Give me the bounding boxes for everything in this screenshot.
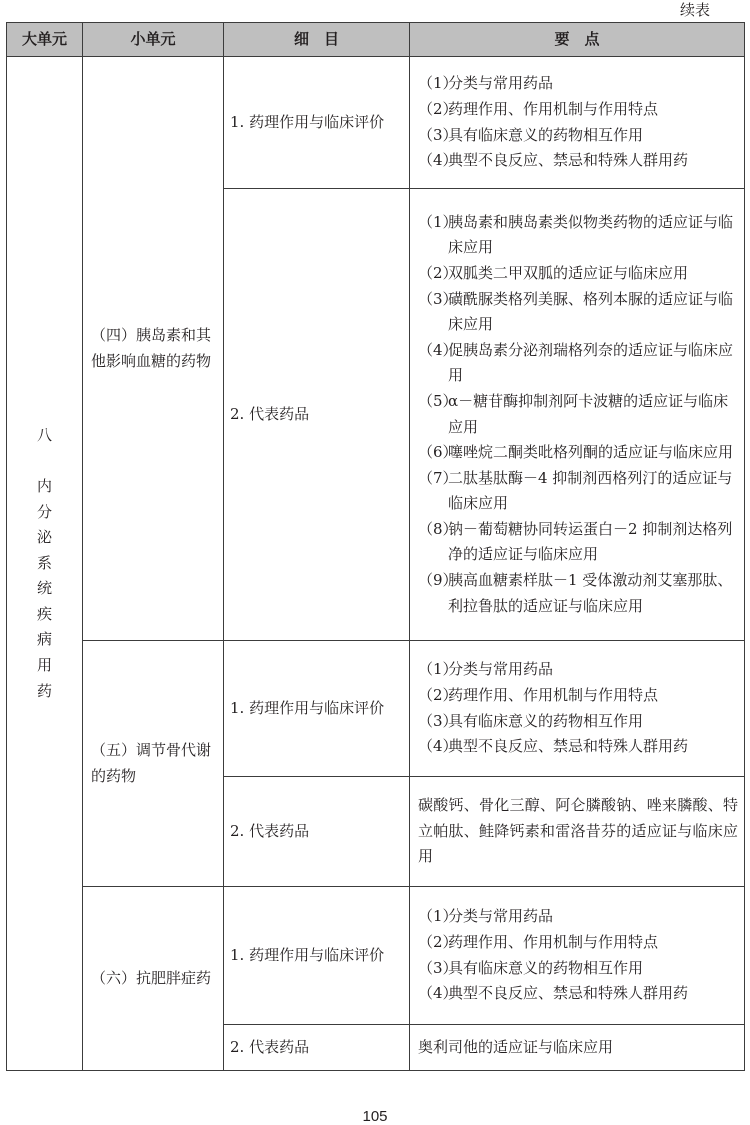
detail-cell: 2. 代表药品 xyxy=(224,189,410,641)
point-item: （1） 胰岛素和胰岛素类似物类药物的适应证与临床应用 xyxy=(418,212,734,257)
point-item: （8） 钠－葡萄糖协同转运蛋白－2 抑制剂达格列净的适应证与临床应用 xyxy=(418,519,733,564)
point-item: （6） 噻唑烷二酮类吡格列酮的适应证与临床应用 xyxy=(418,443,734,462)
point-item: （1） 分类与常用药品 xyxy=(418,660,554,679)
syllabus-table xyxy=(6,22,745,1071)
point-item: （4） 典型不良反应、禁忌和特殊人群用药 xyxy=(418,737,689,756)
big-unit-number: 八 xyxy=(36,425,52,444)
key-points-cell xyxy=(410,57,745,189)
detail-cell: 2. 代表药品 xyxy=(224,777,410,887)
point-item: （2） 药理作用、作用机制与作用特点 xyxy=(418,685,659,704)
sub-unit-cell: （六）抗肥胖症药 xyxy=(83,887,224,1071)
detail-cell: 1. 药理作用与临床评价 xyxy=(224,57,410,189)
key-points-cell xyxy=(410,887,745,1025)
point-item: （5） α－糖苷酶抑制剂阿卡波糖的适应证与临床应用 xyxy=(418,391,729,436)
table-row xyxy=(7,641,745,777)
header-big-unit: 大单元 xyxy=(7,23,83,57)
sub-unit-cell: （五）调节骨代谢的药物 xyxy=(83,641,224,887)
header-row xyxy=(7,23,745,57)
detail-cell: 1. 药理作用与临床评价 xyxy=(224,887,410,1025)
point-item: （1） 分类与常用药品 xyxy=(418,907,554,926)
key-points-cell xyxy=(410,641,745,777)
table-row xyxy=(7,887,745,1025)
point-item: （1） 分类与常用药品 xyxy=(418,74,554,93)
point-item: （4） 典型不良反应、禁忌和特殊人群用药 xyxy=(418,151,689,170)
point-item: （3） 具有临床意义的药物相互作用 xyxy=(418,958,644,977)
point-item: （7） 二肽基肽酶－4 抑制剂西格列汀的适应证与临床应用 xyxy=(418,468,733,513)
point-item: （3） 具有临床意义的药物相互作用 xyxy=(418,125,644,144)
key-points-cell xyxy=(410,189,745,641)
key-points-cell: 奥利司他的适应证与临床应用 xyxy=(410,1025,745,1071)
point-item: （4） 促胰岛素分泌剂瑞格列奈的适应证与临床应用 xyxy=(418,340,734,385)
header-detail: 细 目 xyxy=(224,23,410,57)
table-row xyxy=(7,57,745,189)
point-item: （2） 药理作用、作用机制与作用特点 xyxy=(418,932,659,951)
page-number: 105 xyxy=(362,1108,388,1125)
point-item: （2） 双胍类二甲双胍的适应证与临床应用 xyxy=(418,263,689,282)
point-item: （9） 胰高血糖素样肽－1 受体激动剂艾塞那肽、利拉鲁肽的适应证与临床应用 xyxy=(418,571,733,615)
detail-cell: 1. 药理作用与临床评价 xyxy=(224,641,410,777)
point-item: （3） 磺酰脲类格列美脲、格列本脲的适应证与临床应用 xyxy=(418,289,734,334)
detail-cell: 2. 代表药品 xyxy=(224,1025,410,1071)
big-unit-name: 内分泌系统疾病用药 xyxy=(36,476,52,700)
header-sub-unit: 小单元 xyxy=(83,23,224,57)
header-key-points: 要 点 xyxy=(410,23,745,57)
key-points-cell: 碳酸钙、骨化三醇、阿仑膦酸钠、唑来膦酸、特立帕肽、鲑降钙素和雷洛昔芬的适应证与临床应用 xyxy=(410,777,745,887)
point-item: （2） 药理作用、作用机制与作用特点 xyxy=(418,99,659,118)
sub-unit-cell: （四）胰岛素和其他影响血糖的药物 xyxy=(83,57,224,641)
point-item: （4） 典型不良反应、禁忌和特殊人群用药 xyxy=(418,984,689,1003)
continued-label: 续表 xyxy=(679,1,710,19)
big-unit-cell xyxy=(7,57,83,1071)
point-item: （3） 具有临床意义的药物相互作用 xyxy=(418,711,644,730)
